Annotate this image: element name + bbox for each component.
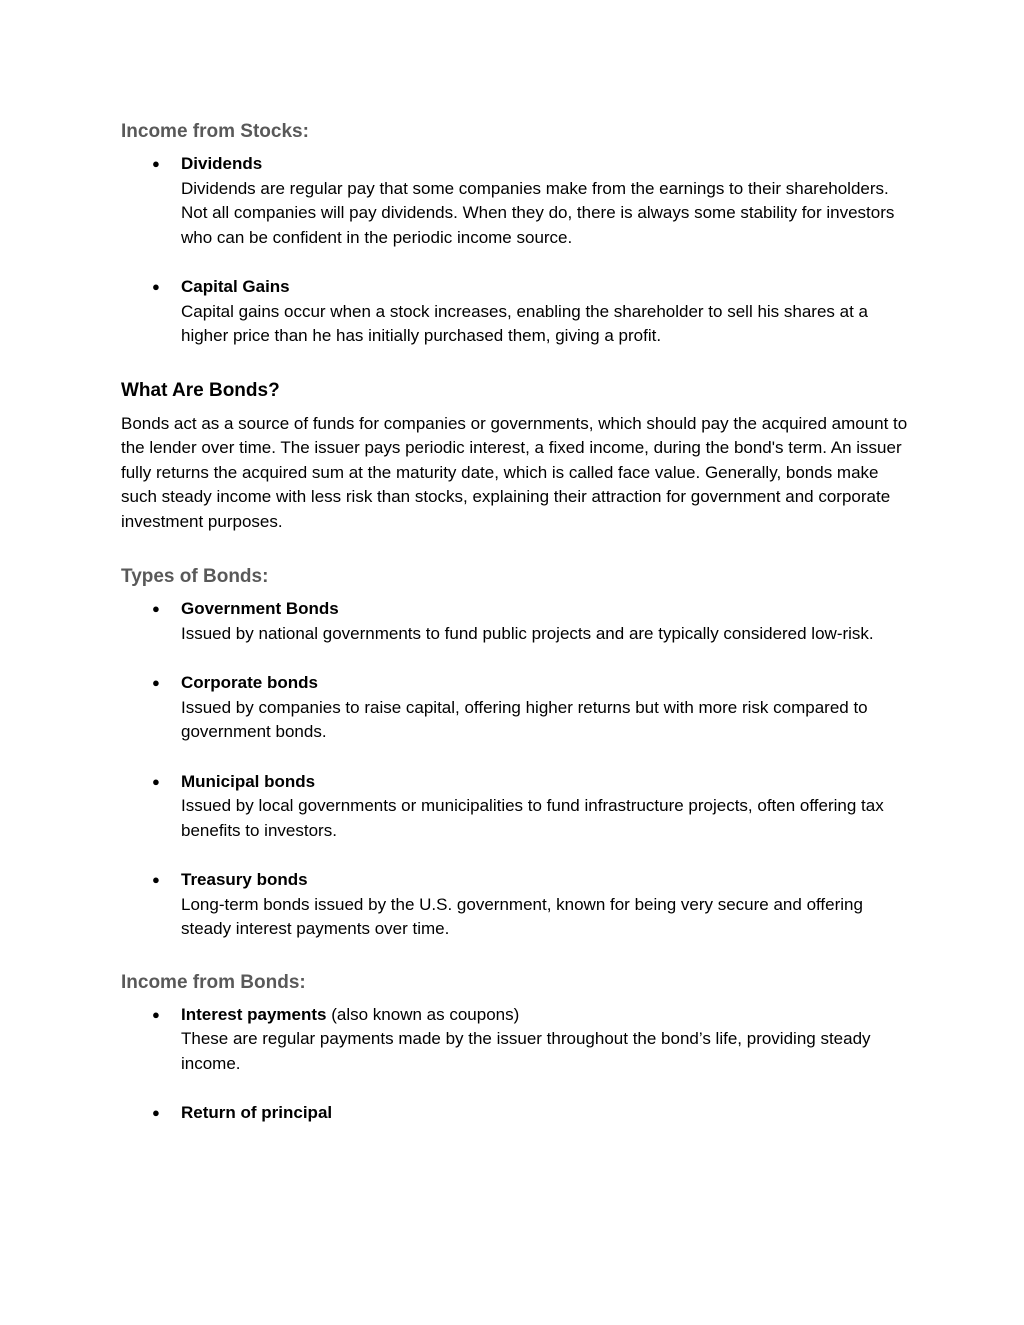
paragraph: Bonds act as a source of funds for companies or governments, which should pay the acquired amount to the lender over time. The issuer pays periodic interest, a fixed income, during the bond's term. An issuer fully returns the acquired sum at the maturity date, which is called face value. Generally, bonds make such steady income with less risk than stocks, explaining their attraction for government and corporate investment purposes. bbox=[121, 413, 908, 531]
list-item bbox=[121, 597, 911, 646]
bullet-list bbox=[121, 597, 911, 942]
list-item bbox=[121, 1101, 911, 1126]
bullet-icon: ● bbox=[152, 872, 160, 887]
bullet-icon: ● bbox=[152, 156, 160, 171]
item-description: Capital gains occur when a stock increases, enabling the shareholder to sell his shares at a higher price than he has initially purchased them, giving a profit. bbox=[181, 301, 868, 345]
item-description: Issued by local governments or municipalities to fund infrastructure projects, often offering tax benefits to investors. bbox=[181, 796, 884, 840]
list-item bbox=[121, 1003, 911, 1077]
item-description: These are regular payments made by the issuer throughout the bond’s life, providing steady income. bbox=[181, 1029, 871, 1073]
item-title: Interest payments bbox=[181, 1004, 327, 1024]
item-title: Treasury bonds bbox=[181, 870, 308, 889]
bullet-icon: ● bbox=[152, 1105, 160, 1120]
item-title: Corporate bonds bbox=[181, 673, 318, 692]
item-description: Long-term bonds issued by the U.S. government, known for being very secure and offering steady interest payments over time. bbox=[181, 894, 863, 938]
item-description: Dividends are regular pay that some companies make from the earnings to their shareholders. Not all companies will pay dividends. When they do, there is always some stability for investors who can be confident in the periodic income source. bbox=[181, 178, 895, 247]
item-title: Dividends bbox=[181, 154, 263, 173]
list-item bbox=[121, 671, 911, 745]
item-description: Issued by companies to raise capital, offering higher returns but with more risk compared to government bonds. bbox=[181, 697, 868, 741]
bullet-icon: ● bbox=[152, 1006, 160, 1022]
bullet-list bbox=[121, 152, 911, 349]
bullet-list bbox=[121, 1003, 911, 1126]
item-title: Capital Gains bbox=[181, 277, 290, 296]
list-item bbox=[121, 770, 911, 844]
list-item bbox=[121, 152, 911, 250]
item-title: Return of principal bbox=[181, 1103, 333, 1122]
section-heading: Income from Bonds: bbox=[121, 971, 306, 993]
section-heading: Income from Stocks: bbox=[121, 121, 309, 142]
bullet-icon: ● bbox=[152, 675, 160, 690]
bullet-icon: ● bbox=[152, 279, 160, 294]
list-item bbox=[121, 275, 911, 349]
document-page bbox=[121, 119, 911, 1126]
section-heading: What Are Bonds? bbox=[121, 379, 280, 401]
item-title: Municipal bonds bbox=[181, 771, 316, 791]
section-income-from-stocks bbox=[121, 119, 911, 349]
item-note: (also known as coupons) bbox=[326, 1004, 520, 1024]
section-types-of-bonds bbox=[121, 564, 911, 942]
section-what-are-bonds bbox=[121, 378, 911, 535]
bullet-icon: ● bbox=[152, 601, 160, 616]
section-income-from-bonds bbox=[121, 970, 911, 1126]
section-heading: Types of Bonds: bbox=[121, 566, 269, 587]
item-description: Issued by national governments to fund public projects and are typically considered low-risk. bbox=[181, 623, 874, 643]
bullet-icon: ● bbox=[152, 773, 160, 789]
item-title-line bbox=[181, 1003, 911, 1028]
list-item bbox=[121, 868, 911, 942]
item-title: Government Bonds bbox=[181, 599, 339, 618]
